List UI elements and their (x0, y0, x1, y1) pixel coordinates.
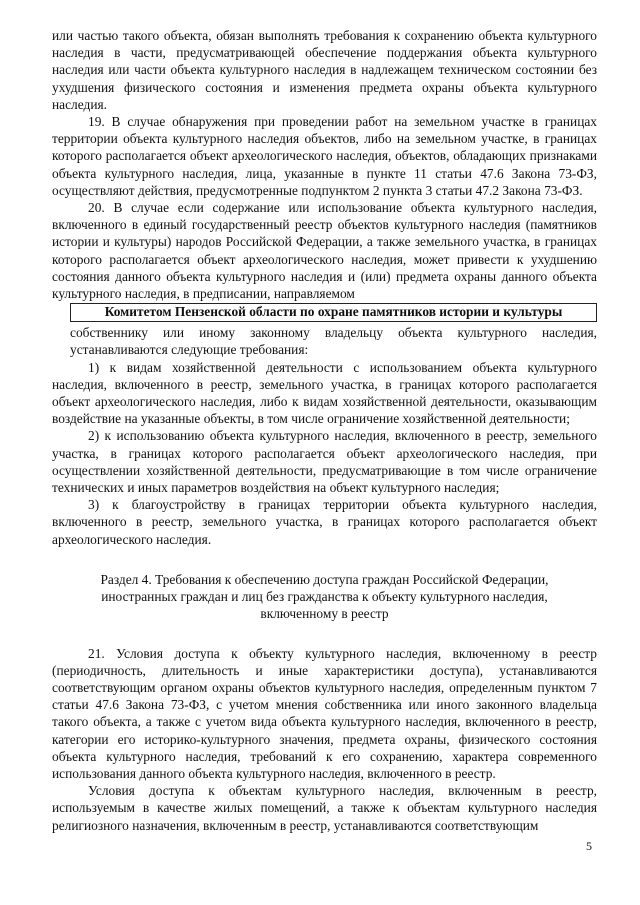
section-title (52, 571, 597, 623)
list-item-2: 2) к использованию объекта культурного наследия, включенного в реестр, земельного участка, в границах которого располагается объект археологического наследия, при осуществлении хозяйственной деятельности, предусматривающие в том числе ограничение технических и иных параметров воздействия на объект культурного наследия; (52, 428, 597, 496)
paragraph-intro: или частью такого объекта, обязан выполнять требования к сохранению объекта культурного наследия в части, предусматривающей обеспечение поддержания объекта культурного наследия или части объекта культурного наследия в надлежащем техническом состоянии без ухудшения физического состояния и изменения предмета охраны объекта культурного наследия. (52, 28, 597, 112)
section-title-line: иностранных граждан и лиц без гражданства к объекту культурного наследия, (101, 589, 548, 605)
paragraph-19: 19. В случае обнаружения при проведении работ на земельном участке в границах территории объекта культурного наследия объектов, либо на земельном участке, в границах которого располагается объект археологического наследия, объектов, обладающих признаками объекта культурного наследия, лица, указанные в пункте 11 статьи 47.6 Закона 73-ФЗ, осуществляют действия, предусмотренные подпунктом 2 пункта 3 статьи 47.2 Закона 73-ФЗ. (52, 114, 597, 198)
list-item-1: 1) к видам хозяйственной деятельности с использованием объекта культурного наследия, включенного в реестр, земельного участка, в границах которого располагается объект археологического наследия, либо к видам хозяйственной деятельности, оказывающим воздействие на указанные объекты, в том числе ограничение хозяйственной деятельности; (52, 359, 597, 427)
paragraph-20: 20. В случае если содержание или использование объекта культурного наследия, включенного в единый государственный реестр объектов культурного наследия (памятников истории и культуры) народов Российской Федерации, а также земельного участка, в границах которого располагается объект археологического наследия, может привести к ухудшению состояния данного объекта культурного наследия и (или) предмета охраны данного объекта культурного наследия, в предписании, направляемом (52, 200, 597, 302)
section-title-line: Раздел 4. Требования к обеспечению доступа граждан Российской Федерации, (100, 571, 549, 587)
section-title-line: включенному в реестр (260, 606, 389, 622)
paragraph-21: 21. Условия доступа к объекту культурного наследия, включенному в реестр (периодичность, длительность и иные характеристики доступа), устанавливаются соответствующим органом охраны объектов культурного наследия, определенным пунктом 7 статьи 47.6 Закона 73-ФЗ, с учетом мнения собственника или иного законного владельца такого объекта, а также с учетом вида объекта культурного наследия, включенного в реестр, категории его историко-культурного значения, предмета охраны, физического состояния объекта культурного наследия, требований к его сохранению, характера современного использования данного объекта культурного наследия, включенного в реестр. (52, 645, 597, 781)
list-item-3: 3) к благоустройству в границах территории объекта культурного наследия, включенного в реестр, земельного участка, в границах которого располагается объект археологического наследия. (52, 497, 597, 547)
page-number: 5 (586, 839, 592, 853)
paragraph-21-access: Условия доступа к объектам культурного наследия, включенным в реестр, используемым в качестве жилых помещений, а также к объектам культурного наследия религиозного назначения, включенным в реестр, устанавливаются соответствующим (52, 783, 597, 833)
paragraph-20-continuation: собственнику или иному законному владельцу объекта культурного наследия, устанавливаются следующие требования: (70, 325, 597, 358)
text-column (52, 27, 597, 834)
highlighted-authority: Комитетом Пензенской области по охране памятников истории и культуры (70, 303, 597, 322)
